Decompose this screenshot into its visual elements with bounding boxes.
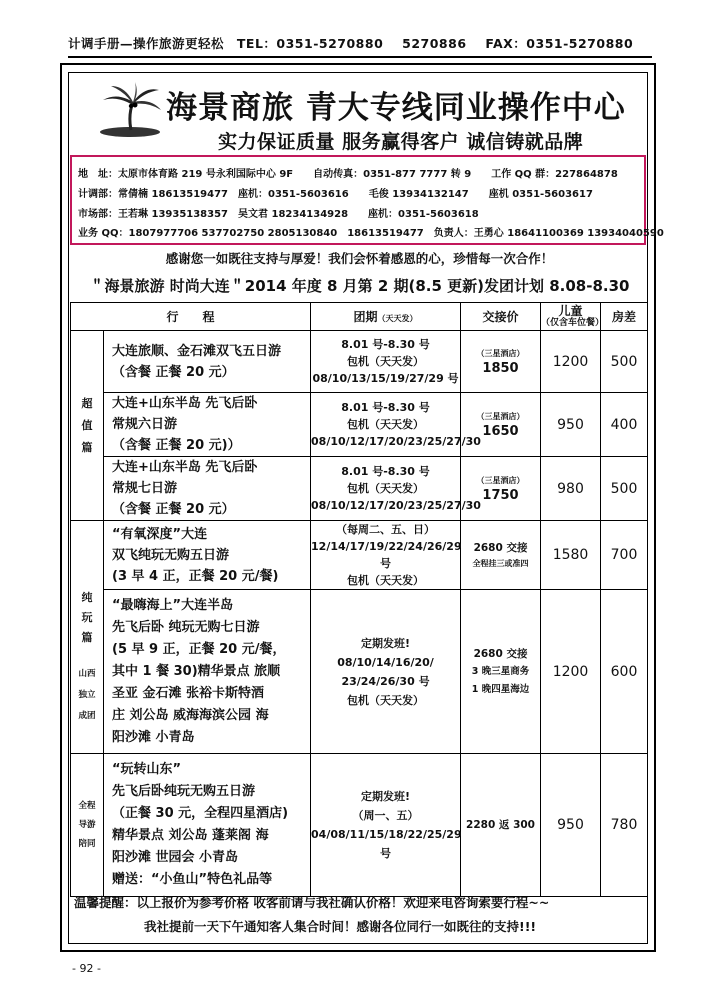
price-cell: [461, 331, 541, 393]
date-line: 包机（天天发）: [347, 482, 425, 495]
company-title: 海景商旅 青大专线同业操作中心: [166, 90, 626, 126]
date-cell: [311, 590, 461, 754]
price-value: 2280 返 300: [466, 819, 535, 831]
price-cell: [461, 590, 541, 754]
route-cell: [104, 393, 311, 457]
route-line: “最嗨海上”大连半岛: [112, 597, 234, 613]
route-line: 圣亚 金石滩 张裕卡斯特酒: [112, 685, 265, 701]
palm-tree-logo-icon: [95, 80, 165, 140]
date-line: 08/10/14/16/20/: [337, 655, 434, 669]
date-cell: [311, 457, 481, 521]
thanks-message: 感谢您一如既往支持与厚爱！我们会怀着感恩的心，珍惜每一次合作！: [165, 251, 554, 266]
contact-box: [70, 155, 664, 245]
price-note: 全程挂三或准四: [472, 559, 529, 568]
child-price: 950: [541, 393, 601, 457]
header-diff: 房差: [601, 303, 648, 331]
date-line: 定期发班!: [361, 790, 411, 803]
date-line: 8.01 号-8.30 号: [341, 465, 430, 478]
route-line: 大连+山东半岛 先飞后卧: [112, 460, 258, 475]
category-small: 独立: [78, 689, 96, 700]
page-header: [68, 34, 652, 58]
room-diff: 780: [601, 754, 648, 897]
price-cell: [461, 754, 541, 897]
date-line: 包机（天天发）: [347, 418, 425, 431]
category-char: 玩: [81, 610, 93, 624]
table-row: [71, 521, 648, 590]
header-slogan: 计调手册—操作旅游更轻松: [68, 36, 225, 51]
child-price: 1200: [541, 331, 601, 393]
date-line: 12/14/17/19/22/24/26/29 号: [311, 540, 462, 570]
category-small: 导游: [78, 819, 96, 830]
page-number: - 92 -: [72, 962, 101, 975]
route-line: 阳沙滩 世园会 小青岛: [112, 850, 239, 865]
header-child-note: （仅含车位餐）: [541, 317, 605, 328]
footer-line-1: 温馨提醒：以上报价为参考价格 收客前请与我社确认价格！欢迎来电咨询索要行程~~: [74, 895, 550, 910]
room-diff: 600: [601, 590, 648, 754]
price-value: 1650: [482, 424, 519, 439]
price-cell: [461, 521, 541, 590]
price-line: 1 晚四星海边: [471, 683, 530, 695]
category-small: 成团: [78, 710, 96, 721]
tour-plan-table: [70, 302, 648, 897]
route-line: 庄 刘公岛 威海海滨公园 海: [112, 707, 269, 723]
header-fax: FAX：0351-5270880: [485, 36, 634, 51]
child-price: 980: [541, 457, 601, 521]
date-cell: [311, 754, 461, 897]
category-char: 篇: [81, 630, 93, 644]
date-line: 包机（天天发）: [347, 693, 425, 707]
category-char: 值: [81, 418, 93, 432]
route-line: 其中 1 餐 30)精华景点 旅顺: [112, 663, 281, 679]
price-note: （三星酒店）: [476, 349, 525, 358]
route-line: （含餐 正餐 20 元）: [112, 364, 235, 380]
category-char: 纯: [81, 590, 93, 604]
date-line: 08/10/12/17/20/23/25/27/30: [311, 499, 481, 512]
footer-notice: [70, 888, 645, 940]
date-line: 08/10/12/17/20/23/25/27/30: [311, 435, 481, 448]
table-row: [71, 590, 648, 754]
route-cell: [104, 521, 311, 590]
header-price: 交接价: [461, 303, 541, 331]
header-child: [541, 303, 605, 331]
room-diff: 500: [601, 457, 648, 521]
header-route: 行 程: [71, 303, 311, 331]
contact-marketing: 市场部：王若琳 13935138357 吴文君 18234134928 座机：0351-5603618: [78, 209, 479, 220]
category-super: [71, 331, 104, 521]
date-line: 04/08/11/15/18/22/25/29 号: [311, 828, 462, 860]
route-cell: [104, 331, 311, 393]
category-char: 篇: [81, 440, 93, 454]
route-line: 大连+山东半岛 先飞后卧: [112, 396, 258, 411]
contact-operations: 计调部：常倩楠 18613519477 座机：0351-5603616 毛俊 13934132147 座机 0351-5603617: [78, 189, 593, 200]
category-pure: [71, 521, 104, 754]
date-cell: [311, 521, 461, 590]
date-line: 定期发班!: [361, 636, 411, 650]
date-line: 8.01 号-8.30 号: [341, 401, 430, 414]
company-subtitle: 实力保证质量 服务赢得客户 诚信铸就品牌: [218, 131, 584, 153]
header-date-label: 团期: [353, 310, 378, 324]
child-price: 1200: [541, 590, 601, 754]
date-line: 08/10/13/15/19/27/29 号: [312, 372, 459, 385]
price-value: 1750: [482, 488, 519, 503]
route-line: 双飞纯玩无购五日游: [112, 547, 230, 563]
route-line: “有氧深度”大连: [112, 526, 208, 542]
header-child-label: 儿童: [558, 303, 583, 318]
category-small: 山西: [78, 668, 96, 679]
date-line: （周一、五）: [352, 809, 419, 822]
date-line: （每周二、五、日）: [336, 523, 436, 536]
route-line: “玩转山东”: [112, 762, 182, 777]
category-small: 全程: [78, 800, 96, 811]
plan-title: ＂海景旅游 时尚大连＂2014 年度 8 月第 2 期(8.5 更新)发团计划 8.08-8.30: [89, 277, 630, 295]
category-char: 超: [81, 396, 93, 410]
category-small: 陪同: [78, 838, 96, 849]
route-line: 先飞后卧 纯玩无购七日游: [112, 619, 260, 635]
header-tel: TEL：0351-5270880: [236, 36, 384, 51]
room-diff: 400: [601, 393, 648, 457]
table-row: [71, 331, 648, 393]
route-line: （含餐 正餐 20 元)）: [112, 438, 241, 453]
category-whole: [71, 754, 104, 897]
date-line: 23/24/26/30 号: [341, 674, 430, 688]
route-line: 精华景点 刘公岛 蓬莱阁 海: [112, 828, 269, 843]
date-line: 8.01 号-8.30 号: [341, 338, 430, 351]
route-cell: [104, 590, 311, 754]
price-note: （三星酒店）: [476, 412, 525, 421]
date-cell: [311, 393, 481, 457]
contact-address: 地 址：太原市体育路 219 号永利国际中心 9F 自动传真：0351-877 7777 转 9 工作 QQ 群：227864878: [78, 169, 618, 180]
route-line: (3 早 4 正，正餐 20 元/餐): [112, 568, 279, 584]
date-cell: [311, 331, 461, 393]
route-cell: [104, 457, 311, 521]
route-line: 赠送：“小鱼山”特色礼品等: [112, 872, 273, 887]
table-row: [71, 393, 648, 457]
price-value: 2680 交接: [473, 647, 528, 660]
footer-line-2: 我社提前一天下午通知客人集合时间！感谢各位同行一如既往的支持!!!: [144, 919, 537, 934]
table-row: [71, 754, 648, 897]
header-tel2: 5270886: [402, 36, 467, 51]
route-line: 大连旅顺、金石滩双飞五日游: [112, 343, 282, 359]
price-line: 3 晚三星商务: [471, 665, 530, 677]
route-cell: [104, 754, 311, 897]
table-row: [71, 457, 648, 521]
route-line: （含餐 正餐 20 元）: [112, 502, 235, 517]
date-line: 包机（天天发）: [347, 355, 425, 368]
price-value: 1850: [482, 361, 519, 376]
price-note: （三星酒店）: [476, 476, 525, 485]
header-date: [311, 303, 461, 331]
route-line: (5 早 9 正，正餐 20 元/餐，: [112, 641, 286, 657]
route-line: （正餐 30 元，全程四星酒店): [112, 806, 289, 821]
route-line: 阳沙滩 小青岛: [112, 729, 195, 745]
child-price: 1580: [541, 521, 601, 590]
room-diff: 700: [601, 521, 648, 590]
date-line: 包机（天天发）: [347, 574, 425, 587]
table-header-row: [71, 303, 648, 331]
header-date-note: （天天发）: [377, 314, 418, 323]
room-diff: 500: [601, 331, 648, 393]
contact-qq: 业务 QQ：1807977706 537702750 2805130840 18613519477 负责人：王勇心 18641100369 13934040590: [78, 228, 664, 239]
route-line: 先飞后卧纯玩无购五日游: [112, 784, 256, 799]
child-price: 950: [541, 754, 601, 897]
price-value: 2680 交接: [473, 542, 528, 554]
route-line: 常规七日游: [112, 481, 178, 496]
route-line: 常规六日游: [112, 417, 178, 432]
